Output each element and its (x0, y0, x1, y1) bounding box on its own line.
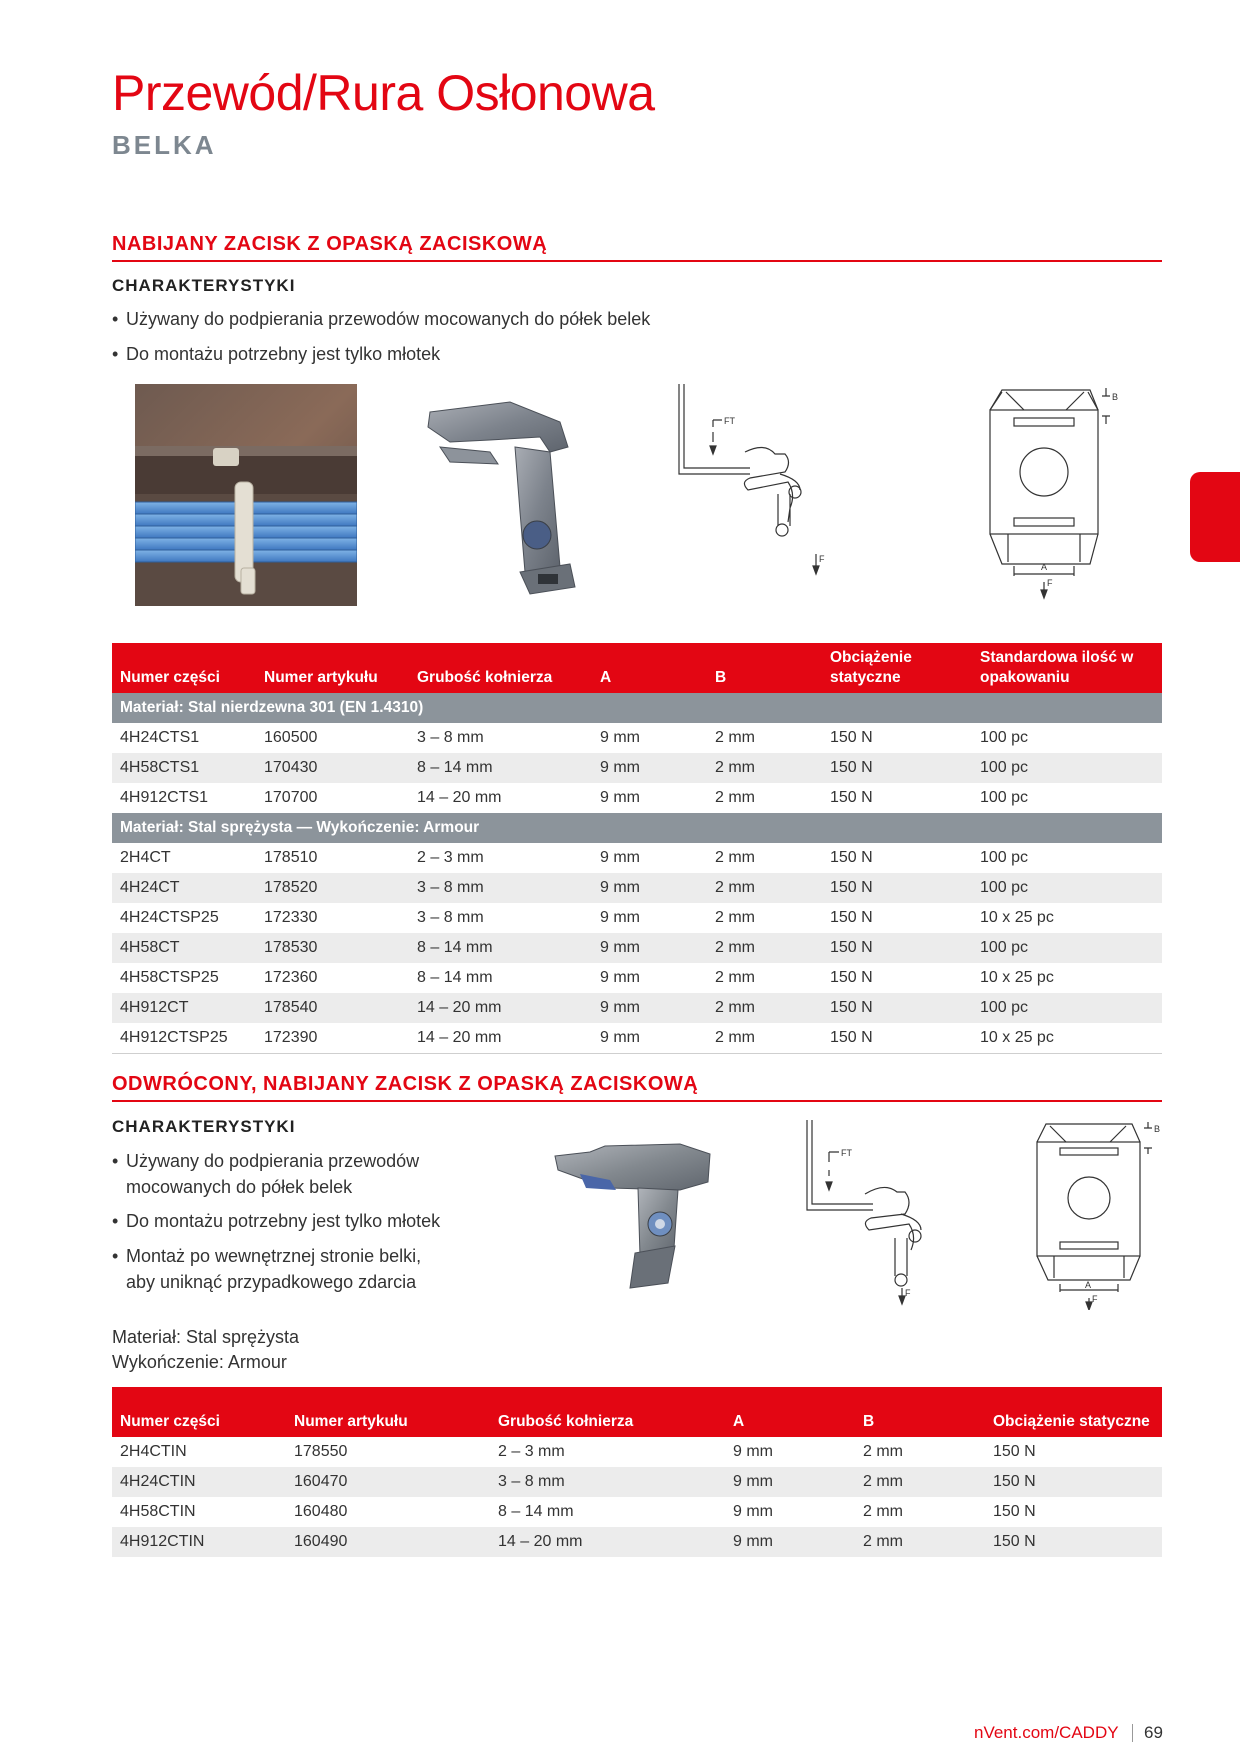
page-title: Przewód/Rura Osłonowa (112, 65, 655, 121)
dim-b: 2 mm (715, 909, 755, 926)
article-number: 160470 (286, 1467, 490, 1497)
static-load: 150 N (822, 993, 972, 1023)
dim-b: 2 mm (707, 753, 822, 783)
part-number: 2H4CTIN (120, 1443, 187, 1460)
table-row (112, 753, 1162, 783)
material-group-row (112, 813, 1162, 843)
column-header: Numer artykułu (286, 1387, 490, 1437)
page-subtitle: BELKA (112, 130, 217, 160)
flange-thickness: 14 – 20 mm (409, 1023, 592, 1054)
part-number: 4H912CTIN (112, 1527, 286, 1557)
dim-b: 2 mm (707, 993, 822, 1023)
product-photo-clip (420, 392, 590, 602)
package-qty: 100 pc (972, 753, 1162, 783)
package-qty: 100 pc (972, 873, 1162, 903)
part-number: 4H24CTS1 (120, 729, 200, 746)
flange-thickness: 3 – 8 mm (409, 873, 592, 903)
material-note: Materiał: Stal sprężysta (112, 1327, 300, 1347)
characteristics-heading-2: CHARAKTERYSTYKI (112, 1117, 296, 1136)
table-row (112, 963, 1162, 993)
static-load: 150 N (822, 1023, 972, 1054)
static-load: 150 N (993, 1443, 1036, 1460)
column-header: Numer części (112, 1387, 286, 1437)
flange-thickness: 14 – 20 mm (409, 993, 592, 1023)
product-photo-installed (135, 384, 357, 606)
diagram-label-f: F (1047, 578, 1053, 588)
table-header-row (112, 1387, 1162, 1437)
material-group-label: Materiał: Stal nierdzewna 301 (EN 1.4310) (112, 693, 1162, 723)
flange-thickness: 3 – 8 mm (490, 1467, 725, 1497)
flange-thickness: 8 – 14 mm (417, 969, 493, 986)
diagram-front-view-2 (1030, 1120, 1170, 1310)
product-photo-inverted-clip (550, 1138, 730, 1298)
column-header: Standardowa ilość w opakowaniu (972, 643, 1162, 693)
flange-thickness: 8 – 14 mm (498, 1503, 574, 1520)
flange-thickness: 2 – 3 mm (417, 849, 484, 866)
part-number: 4H912CTS1 (120, 789, 209, 806)
material-group-row (112, 693, 1162, 723)
dim-a: 9 mm (592, 753, 707, 783)
flange-thickness: 14 – 20 mm (490, 1527, 725, 1557)
package-qty: 100 pc (980, 729, 1029, 746)
dim-a: 9 mm (725, 1527, 855, 1557)
article-number: 172360 (264, 969, 318, 986)
column-header: Grubość kołnierza (409, 643, 592, 693)
diagram-side-view-2 (805, 1118, 935, 1308)
table-row (112, 1467, 1162, 1497)
bullet-text: aby uniknąć przypadkowego zdarcia (126, 1272, 417, 1292)
package-qty: 10 x 25 pc (980, 969, 1054, 986)
bullet-2-3: • Montaż po wewnętrznej stronie belki, aby uniknąć przypadkowego zdarcia (112, 1246, 422, 1292)
dim-b: 2 mm (707, 873, 822, 903)
dim-a: 9 mm (592, 873, 707, 903)
section-heading-1: NABIJANY ZACISK Z OPASKĄ ZACISKOWĄ (112, 233, 1162, 262)
bullet-1-2: • Do montażu potrzebny jest tylko młotek (112, 344, 441, 364)
static-load: 150 N (830, 909, 873, 926)
table-row (112, 1437, 1162, 1467)
dim-a: 9 mm (600, 909, 640, 926)
column-header: Numer części (112, 643, 256, 693)
flange-thickness: 3 – 8 mm (417, 729, 484, 746)
column-header: Obciążenie statyczne (822, 643, 972, 693)
column-header: Obciążenie statyczne (985, 1387, 1162, 1437)
article-number: 178510 (264, 849, 318, 866)
part-number: 4H58CTS1 (112, 753, 256, 783)
dim-a: 9 mm (592, 993, 707, 1023)
dim-a: 9 mm (600, 849, 640, 866)
diagram-label-f: F (905, 1288, 911, 1298)
bullet-text: Do montażu potrzebny jest tylko młotek (126, 344, 441, 364)
dim-a: 9 mm (600, 969, 640, 986)
dim-b: 2 mm (863, 1443, 903, 1460)
diagram-front-view-1 (980, 384, 1120, 604)
table-row (112, 903, 1162, 933)
footer-url-link[interactable]: nVent.com/CADDY (974, 1723, 1119, 1742)
flange-thickness: 2 – 3 mm (498, 1443, 565, 1460)
article-number: 170430 (256, 753, 409, 783)
column-header: A (725, 1387, 855, 1437)
characteristics-heading-1: CHARAKTERYSTYKI (112, 276, 296, 295)
package-qty: 10 x 25 pc (980, 909, 1054, 926)
bullet-2-2: • Do montażu potrzebny jest tylko młotek (112, 1211, 441, 1231)
diagram-label-ft: FT (841, 1148, 852, 1158)
dim-b: 2 mm (855, 1467, 985, 1497)
article-number: 160480 (294, 1503, 348, 1520)
flange-thickness: 14 – 20 mm (417, 789, 502, 806)
column-header: B (855, 1387, 985, 1437)
static-load: 150 N (830, 729, 873, 746)
static-load: 150 N (822, 873, 972, 903)
footer-divider (1132, 1724, 1133, 1742)
bullet-text: Używany do podpierania przewodów (126, 1151, 420, 1171)
table-row (112, 723, 1162, 753)
dim-b: 2 mm (863, 1503, 903, 1520)
column-header: Grubość kołnierza (490, 1387, 725, 1437)
diagram-label-ft: FT (724, 416, 735, 426)
static-load: 150 N (830, 849, 873, 866)
bullet-2-1: • Używany do podpierania przewodów mocowanych do półek belek (112, 1151, 420, 1197)
column-header: A (592, 643, 707, 693)
dim-a: 9 mm (600, 729, 640, 746)
static-load: 150 N (830, 789, 873, 806)
flange-thickness: 8 – 14 mm (409, 753, 592, 783)
diagram-label-b: B (1112, 392, 1119, 402)
dim-b: 2 mm (715, 849, 755, 866)
diagram-label-b: B (1154, 1124, 1161, 1134)
static-load: 150 N (822, 753, 972, 783)
article-number: 178550 (294, 1443, 348, 1460)
package-qty: 100 pc (980, 789, 1029, 806)
dim-a: 9 mm (592, 1023, 707, 1054)
part-number: 4H24CT (112, 873, 256, 903)
article-number: 178530 (256, 933, 409, 963)
diagram-label-f: F (1092, 1294, 1098, 1304)
static-load: 150 N (822, 933, 972, 963)
section-heading-2: ODWRÓCONY, NABIJANY ZACISK Z OPASKĄ ZACISKOWĄ (112, 1073, 1162, 1102)
dim-a: 9 mm (600, 789, 640, 806)
table-row (112, 993, 1162, 1023)
finish-note: Wykończenie: Armour (112, 1352, 287, 1372)
article-number: 160500 (264, 729, 318, 746)
table-row (112, 933, 1162, 963)
diagram-side-view-1 (670, 382, 840, 582)
dim-a: 9 mm (725, 1467, 855, 1497)
dim-b: 2 mm (855, 1527, 985, 1557)
part-number: 2H4CT (120, 849, 171, 866)
dim-a: 9 mm (733, 1443, 773, 1460)
package-qty: 100 pc (980, 849, 1029, 866)
part-number: 4H912CT (112, 993, 256, 1023)
package-qty: 100 pc (972, 933, 1162, 963)
article-number: 170700 (264, 789, 318, 806)
dim-b: 2 mm (715, 789, 755, 806)
part-number: 4H58CT (112, 933, 256, 963)
table-row (112, 1527, 1162, 1557)
material-group-label: Materiał: Stal sprężysta — Wykończenie: Armour (112, 813, 1162, 843)
bullet-text: Do montażu potrzebny jest tylko młotek (126, 1211, 441, 1231)
article-number: 178520 (256, 873, 409, 903)
diagram-label-a: A (1085, 1280, 1092, 1290)
part-number: 4H58CTIN (120, 1503, 196, 1520)
table-row (112, 783, 1162, 813)
flange-thickness: 3 – 8 mm (417, 909, 484, 926)
part-number: 4H912CTSP25 (112, 1023, 256, 1054)
part-number: 4H24CTSP25 (120, 909, 219, 926)
spec-table-1 (112, 643, 1162, 1054)
table-header-row (112, 643, 1162, 693)
static-load: 150 N (830, 969, 873, 986)
table-row (112, 873, 1162, 903)
package-qty: 10 x 25 pc (972, 1023, 1162, 1054)
article-number: 160490 (286, 1527, 490, 1557)
page-number: 69 (1144, 1723, 1163, 1742)
article-number: 178540 (256, 993, 409, 1023)
bullet-text: Montaż po wewnętrznej stronie belki, (126, 1246, 422, 1266)
table-row (112, 1497, 1162, 1527)
table-row (112, 843, 1162, 873)
static-load: 150 N (985, 1527, 1162, 1557)
article-number: 172330 (264, 909, 318, 926)
dim-b: 2 mm (715, 729, 755, 746)
diagram-label-a: A (1041, 562, 1048, 572)
bullet-text: Używany do podpierania przewodów mocowanych do półek belek (126, 309, 651, 329)
dim-a: 9 mm (592, 933, 707, 963)
table-row (112, 1023, 1162, 1054)
column-header: Numer artykułu (256, 643, 409, 693)
static-load: 150 N (993, 1503, 1036, 1520)
dim-a: 9 mm (733, 1503, 773, 1520)
dim-b: 2 mm (715, 969, 755, 986)
dim-b: 2 mm (707, 1023, 822, 1054)
part-number: 4H24CTIN (112, 1467, 286, 1497)
flange-thickness: 8 – 14 mm (409, 933, 592, 963)
package-qty: 100 pc (972, 993, 1162, 1023)
article-number: 172390 (256, 1023, 409, 1054)
column-header: B (707, 643, 822, 693)
side-tab-marker (1190, 472, 1240, 562)
static-load: 150 N (985, 1467, 1162, 1497)
bullet-1-1: • Używany do podpierania przewodów mocowanych do półek belek (112, 309, 651, 329)
part-number: 4H58CTSP25 (120, 969, 219, 986)
bullet-text: mocowanych do półek belek (126, 1177, 353, 1197)
dim-b: 2 mm (707, 933, 822, 963)
spec-table-2 (112, 1387, 1162, 1557)
diagram-label-f: F (819, 554, 825, 564)
